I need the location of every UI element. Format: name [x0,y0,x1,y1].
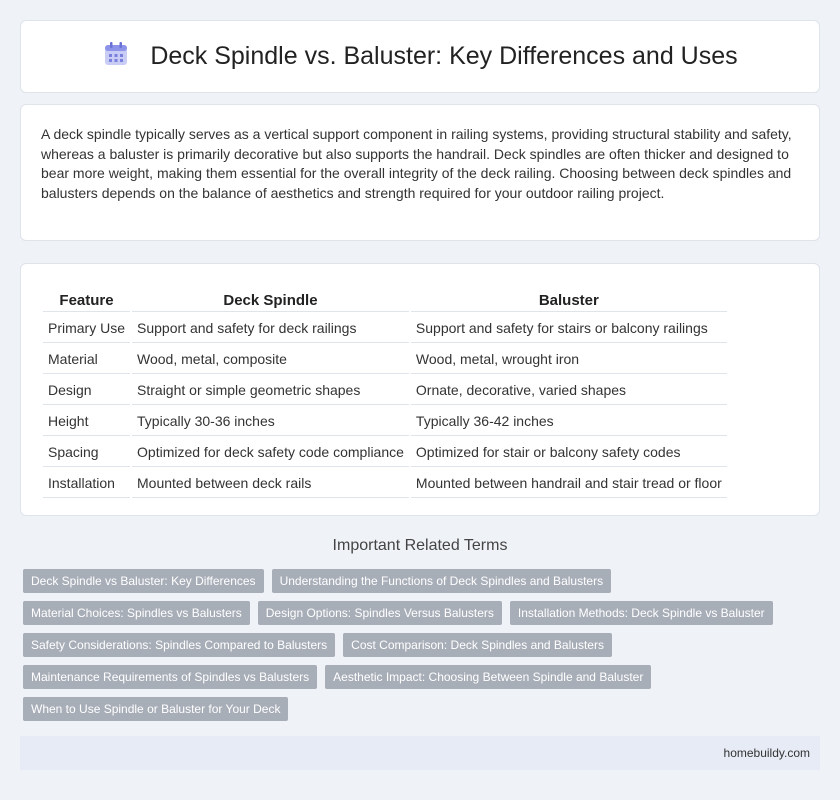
tag-row [23,601,803,625]
table-header-row [43,289,727,312]
related-term-link[interactable]: Installation Methods: Deck Spindle vs Baluster [510,601,773,625]
related-term-link[interactable]: Deck Spindle vs Baluster: Key Differences [23,569,264,593]
calendar-icon [102,40,150,73]
related-terms-title: Important Related Terms [332,537,508,554]
comparison-table [41,287,729,500]
table-cell: Straight or simple geometric shapes [132,376,409,405]
table-cell: Material [43,345,130,374]
comparison-card [20,263,820,516]
header-baluster: Baluster [411,289,727,312]
page-title: Deck Spindle vs. Baluster: Key Differences and Uses [150,42,738,70]
related-terms-list [23,569,803,729]
related-term-link[interactable]: Safety Considerations: Spindles Compared to Balusters [23,633,335,657]
tag-row [23,633,803,657]
title-card [20,20,820,93]
table-cell: Wood, metal, composite [132,345,409,374]
related-term-link[interactable]: Design Options: Spindles Versus Balusters [258,601,502,625]
table-cell: Typically 36-42 inches [411,407,727,436]
related-term-link[interactable]: Cost Comparison: Deck Spindles and Balusters [343,633,612,657]
table-cell: Mounted between deck rails [132,469,409,498]
intro-paragraph: A deck spindle typically serves as a vertical support component in railing systems, providing structural stability and safety, whereas a baluster is primarily decorative but also supports the handrail. Deck spindles are often thicker and designed to bear more weight, making them essential for the overall integrity of the deck railing. Choosing between deck spindles and balusters depends on the balance of aesthetics and strength required for your outdoor railing project. [41,126,792,201]
table-row [43,314,727,343]
tag-row [23,665,803,689]
table-row [43,469,727,498]
table-cell: Installation [43,469,130,498]
table-cell: Typically 30-36 inches [132,407,409,436]
footer-site-link[interactable]: homebuildy.com [723,746,810,760]
header-feature: Feature [43,289,130,312]
table-cell: Spacing [43,438,130,467]
table-cell: Support and safety for deck railings [132,314,409,343]
table-cell: Height [43,407,130,436]
footer [20,736,820,770]
tag-row [23,697,803,721]
intro-card [20,104,820,241]
header-deck-spindle: Deck Spindle [132,289,409,312]
table-cell: Wood, metal, wrought iron [411,345,727,374]
table-cell: Optimized for deck safety code compliance [132,438,409,467]
table-row [43,345,727,374]
table-cell: Optimized for stair or balcony safety codes [411,438,727,467]
table-cell: Design [43,376,130,405]
related-term-link[interactable]: When to Use Spindle or Baluster for Your Deck [23,697,288,721]
table-cell: Mounted between handrail and stair tread or floor [411,469,727,498]
table-row [43,407,727,436]
table-cell: Ornate, decorative, varied shapes [411,376,727,405]
table-cell: Primary Use [43,314,130,343]
related-term-link[interactable]: Aesthetic Impact: Choosing Between Spindle and Baluster [325,665,651,689]
related-term-link[interactable]: Understanding the Functions of Deck Spindles and Balusters [272,569,612,593]
related-term-link[interactable]: Material Choices: Spindles vs Balusters [23,601,250,625]
title-row [21,21,819,92]
tag-row [23,569,803,593]
table-row [43,438,727,467]
table-cell: Support and safety for stairs or balcony railings [411,314,727,343]
related-term-link[interactable]: Maintenance Requirements of Spindles vs Balusters [23,665,317,689]
table-row [43,376,727,405]
